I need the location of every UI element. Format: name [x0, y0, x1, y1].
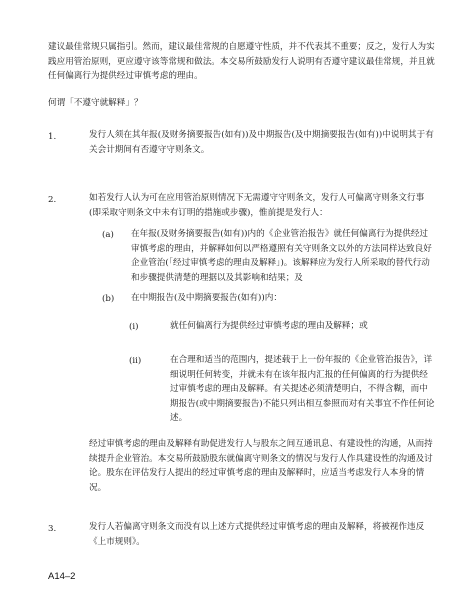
item-1-number: 1.: [48, 132, 57, 142]
item-2a-label: (a): [102, 230, 114, 240]
item-2-number: 2.: [48, 195, 57, 205]
item-2b-i-text: 就任何偏离行为提供经过审慎考虑的理由及解释；或: [170, 321, 368, 331]
summary-paragraph: 经过审慎考虑的理由及解释有助促进发行人与股东之间互通讯息、有建设性的沟通，从而持续提升企业管治。本交易所鼓励股东就偏离守则条文的情况与发行人作具建设性的沟通及讨论。股东在评估发行人提出的经过审慎考虑的理由及解释时，应适当考虑发行人本身的情况。: [89, 439, 433, 493]
item-2b-text: 在中期报告(及中期摘要报告(如有))内：: [131, 293, 282, 303]
page-number: A14–2: [48, 571, 76, 582]
item-2b-ii-text: 在合理和适当的范围内，提述载于上一份年报的《企业管治报告》，详细说明任何转变，并就未有在该年报内汇报的任何偏离的行为提供经过审慎考虑的理由及解释。有关提述必须清楚明白，不得含糊，而中期报告(或中期摘要报告)不能只列出相互参照而对有关事宜不作任何论述。: [170, 355, 435, 423]
item-3-number: 3.: [48, 524, 57, 534]
item-1-text: 发行人须在其年报(及财务摘要报告(如有))及中期报告(及中期摘要报告(如有))中说明其于有关会计期间有否遵守守则条文。: [89, 130, 434, 155]
item-2b-ii-label: (ii): [129, 356, 142, 366]
item-2-text: 如若发行人认为可在应用管治原则情况下无需遵守守则条文，发行人可偏离守则条文行事(即采取守则条文中未有订明的措施或步骤)，惟前提是发行人：: [89, 193, 425, 218]
section-question: 何谓「不遵守就解释」？: [48, 98, 143, 108]
item-2b-label: (b): [102, 294, 115, 304]
intro-paragraph: 建议最佳常规只属指引。然而，建议最佳常规的自愿遵守性质，并不代表其不重要；反之，发行人为实践应用管治原则，更应遵守该等常规和做法。本交易所鼓励发行人说明有否遵守建议最佳常规，并且就任何偏离行为提供经过审慎考虑的理由。: [48, 42, 435, 81]
item-3-text: 发行人若偏离守则条文而没有以上述方式提供经过审慎考虑的理由及解释，将被视作违反《上市规则》。: [89, 522, 425, 547]
item-2b-i-label: (i): [129, 322, 139, 332]
item-2a-text: 在年报(及财务摘要报告(如有))内的《企业管治报告》就任何偏离行为提供经过审慎考虑的理由，并解释如何以严格遵照有关守则条文以外的方法同样达致良好企业管治(「经过审慎考虑的理由及解释」)。该解释应为发行人所采取的替代行动和步骤提供清楚的理据以及其影响和结果；及: [131, 229, 432, 283]
